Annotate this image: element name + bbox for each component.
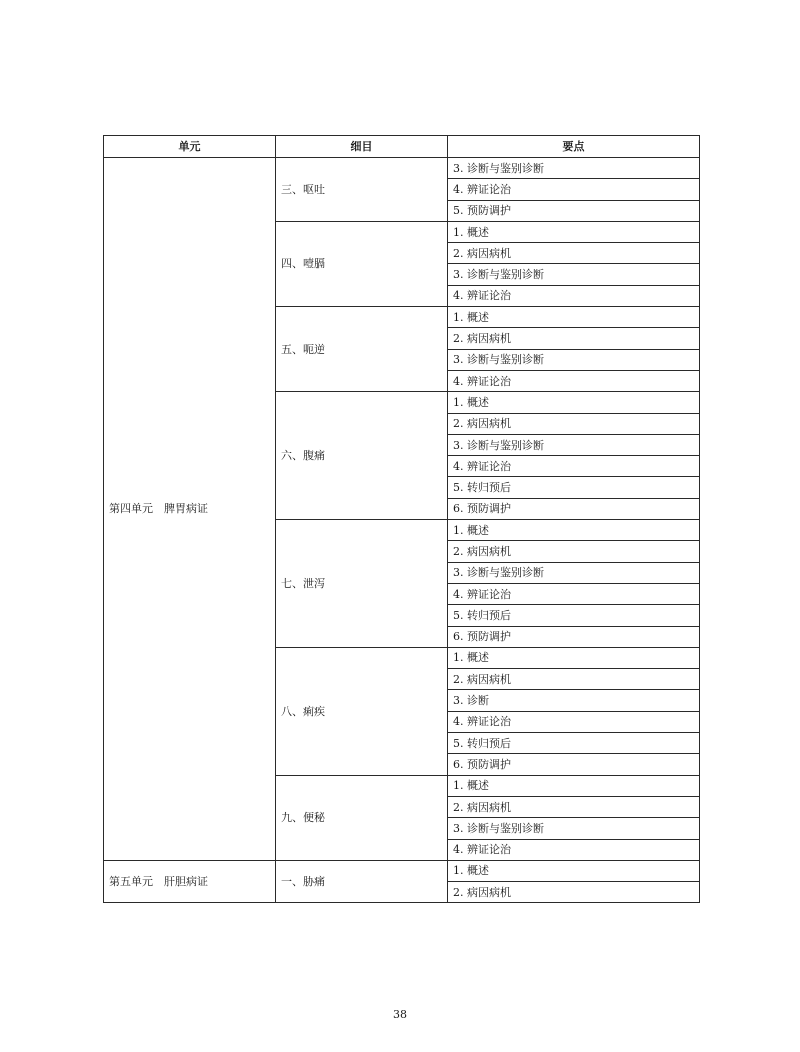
key-point-cell: 4. 辨证论治	[448, 179, 700, 200]
key-point-cell: 3. 诊断	[448, 690, 700, 711]
key-point-cell: 4. 辨证论治	[448, 711, 700, 732]
key-point-cell: 6. 预防调护	[448, 754, 700, 775]
subject-cell: 七、泄泻	[276, 520, 448, 648]
unit-cell: 第四单元 脾胃病证	[104, 158, 276, 861]
key-point-cell: 1. 概述	[448, 307, 700, 328]
key-point-cell: 2. 病因病机	[448, 243, 700, 264]
table-row	[104, 860, 700, 881]
subject-cell: 四、噎膈	[276, 221, 448, 306]
unit-cell: 第五单元 肝胆病证	[104, 860, 276, 903]
subject-cell: 九、便秘	[276, 775, 448, 860]
key-point-cell: 3. 诊断与鉴别诊断	[448, 818, 700, 839]
key-point-cell: 2. 病因病机	[448, 328, 700, 349]
key-point-cell: 3. 诊断与鉴别诊断	[448, 158, 700, 179]
key-point-cell: 1. 概述	[448, 392, 700, 413]
key-point-cell: 6. 预防调护	[448, 626, 700, 647]
key-point-cell: 4. 辨证论治	[448, 583, 700, 604]
subject-cell: 八、痢疾	[276, 647, 448, 775]
header-unit: 单元	[104, 136, 276, 158]
key-point-cell: 3. 诊断与鉴别诊断	[448, 562, 700, 583]
table-row	[104, 158, 700, 179]
key-point-cell: 1. 概述	[448, 775, 700, 796]
key-point-cell: 5. 转归预后	[448, 733, 700, 754]
key-point-cell: 6. 预防调护	[448, 498, 700, 519]
key-point-cell: 3. 诊断与鉴别诊断	[448, 349, 700, 370]
key-point-cell: 1. 概述	[448, 647, 700, 668]
header-key-points: 要点	[448, 136, 700, 158]
key-point-cell: 5. 转归预后	[448, 477, 700, 498]
header-row	[104, 136, 700, 158]
key-point-cell: 1. 概述	[448, 520, 700, 541]
key-point-cell: 5. 转归预后	[448, 605, 700, 626]
key-point-cell: 4. 辨证论治	[448, 370, 700, 391]
key-point-cell: 2. 病因病机	[448, 541, 700, 562]
key-point-cell: 4. 辨证论治	[448, 456, 700, 477]
key-point-cell: 3. 诊断与鉴别诊断	[448, 434, 700, 455]
key-point-cell: 3. 诊断与鉴别诊断	[448, 264, 700, 285]
key-point-cell: 4. 辨证论治	[448, 285, 700, 306]
key-point-cell: 1. 概述	[448, 221, 700, 242]
key-point-cell: 2. 病因病机	[448, 796, 700, 817]
subject-cell: 六、腹痛	[276, 392, 448, 520]
subject-cell: 五、呃逆	[276, 307, 448, 392]
header-subject: 细目	[276, 136, 448, 158]
key-point-cell: 2. 病因病机	[448, 882, 700, 903]
syllabus-table	[103, 135, 700, 903]
key-point-cell: 1. 概述	[448, 860, 700, 881]
table-body	[104, 158, 700, 903]
key-point-cell: 4. 辨证论治	[448, 839, 700, 860]
key-point-cell: 5. 预防调护	[448, 200, 700, 221]
page-number: 38	[393, 1008, 407, 1021]
subject-cell: 一、胁痛	[276, 860, 448, 903]
key-point-cell: 2. 病因病机	[448, 413, 700, 434]
key-point-cell: 2. 病因病机	[448, 669, 700, 690]
subject-cell: 三、呕吐	[276, 158, 448, 222]
